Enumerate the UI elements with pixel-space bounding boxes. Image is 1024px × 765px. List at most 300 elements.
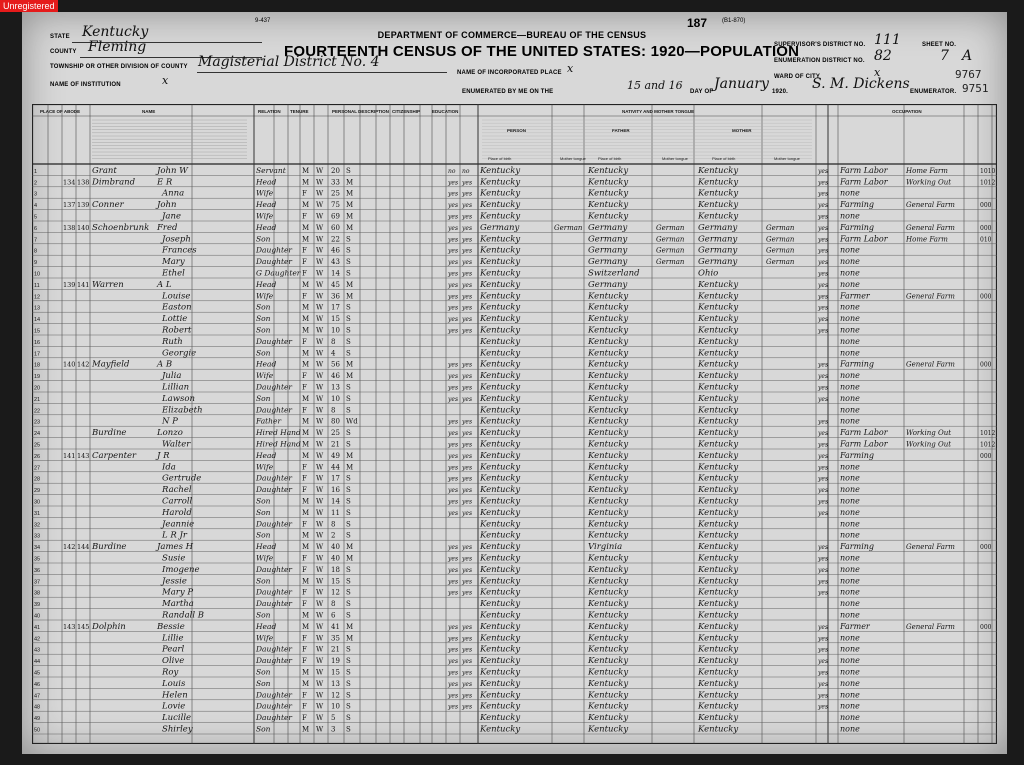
can-read: yes bbox=[448, 475, 459, 483]
column-group-heading: CITIZENSHIP bbox=[392, 109, 421, 114]
can-write: yes bbox=[462, 418, 473, 426]
sex: F bbox=[302, 246, 307, 255]
birthplace: Kentucky bbox=[480, 724, 521, 735]
mother-birthplace: Kentucky bbox=[698, 450, 739, 461]
can-read: yes bbox=[448, 361, 459, 369]
can-read: yes bbox=[448, 395, 459, 403]
can-read: yes bbox=[448, 509, 459, 517]
occupation: none bbox=[840, 633, 860, 643]
can-read: yes bbox=[448, 213, 459, 221]
line-number: 24 bbox=[34, 431, 41, 438]
relation: Head bbox=[256, 177, 277, 187]
surname: Conner bbox=[92, 200, 124, 211]
speaks-english: yes bbox=[818, 555, 829, 563]
speaks-english: yes bbox=[818, 441, 829, 449]
race: W bbox=[316, 178, 324, 187]
institution-value: x bbox=[162, 74, 169, 87]
speaks-english: yes bbox=[818, 224, 829, 232]
occupation: Farm Labor bbox=[840, 428, 888, 438]
speaks-english: yes bbox=[818, 304, 829, 312]
birthplace: Kentucky bbox=[480, 177, 521, 188]
occupation-code: 010 bbox=[980, 236, 992, 244]
given-name: Roy bbox=[162, 667, 179, 678]
mother-birthplace: Kentucky bbox=[698, 633, 739, 644]
marital-status: M bbox=[346, 178, 354, 187]
can-write: yes bbox=[462, 441, 473, 449]
township-label: TOWNSHIP OR OTHER DIVISION OF COUNTY bbox=[50, 64, 188, 70]
occupation: none bbox=[840, 576, 860, 586]
relation: Head bbox=[256, 542, 277, 552]
mother-mother-tongue: German bbox=[766, 235, 795, 244]
father-birthplace: Kentucky bbox=[588, 177, 629, 188]
line-number: 48 bbox=[34, 704, 41, 711]
age: 56 bbox=[331, 360, 340, 369]
can-read: yes bbox=[448, 487, 459, 495]
enumeration-label: ENUMERATION DISTRICT NO. bbox=[774, 58, 865, 64]
marital-status: S bbox=[346, 429, 351, 438]
relation: Daughter bbox=[256, 245, 292, 255]
race: W bbox=[316, 463, 324, 472]
race: W bbox=[316, 634, 324, 643]
race: W bbox=[316, 691, 324, 700]
given-name: Ida bbox=[162, 462, 176, 473]
race: W bbox=[316, 201, 324, 210]
line-number: 45 bbox=[34, 670, 41, 677]
can-read: yes bbox=[448, 441, 459, 449]
birthplace: Kentucky bbox=[480, 257, 521, 268]
birthplace: Kentucky bbox=[480, 291, 521, 302]
mother-birthplace: Kentucky bbox=[698, 496, 739, 507]
speaks-english: yes bbox=[818, 361, 829, 369]
relation: Head bbox=[256, 200, 277, 210]
marital-status: M bbox=[346, 201, 354, 210]
sex: F bbox=[302, 657, 307, 666]
line-number: 21 bbox=[34, 396, 41, 403]
birthplace: Kentucky bbox=[480, 428, 521, 439]
given-name: Anna bbox=[162, 188, 185, 199]
father-birthplace: Kentucky bbox=[588, 530, 629, 541]
speaks-english: yes bbox=[818, 373, 829, 381]
given-name: Olive bbox=[162, 656, 185, 667]
given-name: Rachel bbox=[162, 485, 192, 496]
given-name: Lawson bbox=[162, 393, 195, 404]
age: 22 bbox=[331, 235, 340, 244]
can-write: yes bbox=[462, 259, 473, 267]
speaks-english: yes bbox=[818, 293, 829, 301]
census-title: FOURTEENTH CENSUS OF THE UNITED STATES: 1920—POPULATION bbox=[284, 43, 800, 60]
given-name: Jeannie bbox=[162, 519, 195, 530]
relation: Son bbox=[256, 302, 271, 312]
father-birthplace: Kentucky bbox=[588, 576, 629, 587]
given-name: Elizabeth bbox=[162, 405, 203, 416]
line-number: 3 bbox=[34, 191, 38, 198]
given-name: James H bbox=[157, 542, 194, 553]
ward-label: WARD OF CITY bbox=[774, 74, 821, 80]
race: W bbox=[316, 372, 324, 381]
family-number: 140 bbox=[77, 223, 90, 232]
institution-label: NAME OF INSTITUTION bbox=[50, 82, 121, 88]
sex: M bbox=[302, 326, 310, 335]
line-number: 38 bbox=[34, 590, 41, 597]
race: W bbox=[316, 440, 324, 449]
mother-birthplace: Kentucky bbox=[698, 348, 739, 359]
can-read: yes bbox=[448, 304, 459, 312]
can-read: yes bbox=[448, 658, 459, 666]
can-read: yes bbox=[448, 555, 459, 563]
can-write: yes bbox=[462, 692, 473, 700]
marital-status: S bbox=[346, 679, 351, 688]
given-name: Lottie bbox=[162, 314, 188, 325]
line-number: 35 bbox=[34, 556, 41, 563]
can-write: yes bbox=[462, 498, 473, 506]
can-read: yes bbox=[448, 202, 459, 210]
marital-status: S bbox=[346, 531, 351, 540]
birthplace: Kentucky bbox=[480, 587, 521, 598]
incorporated-label: NAME OF INCORPORATED PLACE bbox=[457, 70, 562, 76]
line-number: 20 bbox=[34, 385, 41, 392]
marital-status: M bbox=[346, 189, 354, 198]
speaks-english: yes bbox=[818, 179, 829, 187]
birthplace: Kentucky bbox=[480, 599, 521, 610]
birthplace: Kentucky bbox=[480, 678, 521, 689]
can-write: yes bbox=[462, 566, 473, 574]
birthplace: Kentucky bbox=[480, 336, 521, 347]
sex: F bbox=[302, 269, 307, 278]
mother-birthplace: Kentucky bbox=[698, 473, 739, 484]
column-group-heading: RELATION bbox=[258, 109, 281, 114]
can-read: yes bbox=[448, 190, 459, 198]
occupation: none bbox=[840, 211, 860, 221]
father-birthplace: Kentucky bbox=[588, 713, 629, 724]
can-write: yes bbox=[462, 669, 473, 677]
line-number: 10 bbox=[34, 271, 41, 278]
sex: F bbox=[302, 588, 307, 597]
speaks-english: yes bbox=[818, 384, 829, 392]
birthplace: Kentucky bbox=[480, 234, 521, 245]
line-number: 30 bbox=[34, 499, 41, 506]
speaks-english: yes bbox=[818, 395, 829, 403]
sex: M bbox=[302, 349, 310, 358]
marital-status: M bbox=[346, 212, 354, 221]
industry: General Farm bbox=[906, 292, 955, 301]
sex: M bbox=[302, 394, 310, 403]
race: W bbox=[316, 326, 324, 335]
sex: F bbox=[302, 600, 307, 609]
mother-birthplace: Kentucky bbox=[698, 211, 739, 222]
birthplace: Kentucky bbox=[480, 279, 521, 290]
mother-birthplace: Kentucky bbox=[698, 428, 739, 439]
industry: General Farm bbox=[906, 360, 955, 369]
age: 15 bbox=[331, 668, 340, 677]
can-read: yes bbox=[448, 589, 459, 597]
can-read: yes bbox=[448, 623, 459, 631]
birthplace: Kentucky bbox=[480, 382, 521, 393]
birthplace: Kentucky bbox=[480, 371, 521, 382]
occupation: none bbox=[840, 644, 860, 654]
birthplace: Kentucky bbox=[480, 473, 521, 484]
can-write: yes bbox=[462, 395, 473, 403]
line-number: 41 bbox=[34, 624, 41, 631]
can-read: yes bbox=[448, 236, 459, 244]
given-name: Robert bbox=[162, 325, 192, 336]
speaks-english: yes bbox=[818, 544, 829, 552]
occupation-code: 1010 bbox=[980, 167, 996, 175]
sex: F bbox=[302, 337, 307, 346]
given-name: John bbox=[157, 200, 177, 211]
relation: Head bbox=[256, 279, 277, 289]
father-tongue: German bbox=[656, 235, 685, 244]
relation: Wife bbox=[256, 633, 274, 643]
father-birthplace: Kentucky bbox=[588, 473, 629, 484]
speaks-english: yes bbox=[818, 259, 829, 267]
nativity-column-label: Mother tongue bbox=[774, 156, 800, 161]
mother-birthplace: Kentucky bbox=[698, 599, 739, 610]
enumerated-year: 1920. bbox=[772, 89, 789, 95]
can-read: no bbox=[448, 167, 456, 175]
page-number: 187 bbox=[687, 16, 708, 30]
birthplace: Kentucky bbox=[480, 416, 521, 427]
occupation: Farm Labor bbox=[840, 234, 888, 244]
occupation: none bbox=[840, 713, 860, 723]
family-number: 139 bbox=[77, 201, 90, 210]
mother-birthplace: Germany bbox=[698, 222, 738, 233]
industry: General Farm bbox=[906, 201, 955, 210]
father-birthplace: Kentucky bbox=[588, 485, 629, 496]
relation: Wife bbox=[256, 291, 274, 301]
family-number: 141 bbox=[77, 280, 90, 289]
can-read: yes bbox=[448, 373, 459, 381]
relation: Daughter bbox=[256, 257, 292, 267]
occupation: none bbox=[840, 336, 860, 346]
race: W bbox=[316, 520, 324, 529]
can-write: yes bbox=[462, 646, 473, 654]
occupation: none bbox=[840, 371, 860, 381]
enumerated-month: January bbox=[714, 76, 769, 92]
race: W bbox=[316, 349, 324, 358]
relation: Son bbox=[256, 496, 271, 506]
line-number: 39 bbox=[34, 602, 41, 609]
given-name: Mary bbox=[162, 257, 185, 268]
can-read: yes bbox=[448, 692, 459, 700]
mother-birthplace: Kentucky bbox=[698, 393, 739, 404]
marital-status: S bbox=[346, 611, 351, 620]
marital-status: S bbox=[346, 303, 351, 312]
relation: Daughter bbox=[256, 336, 292, 346]
race: W bbox=[316, 292, 324, 301]
can-read: yes bbox=[448, 293, 459, 301]
occupation: none bbox=[840, 530, 860, 540]
age: 13 bbox=[331, 383, 340, 392]
sex: F bbox=[302, 292, 307, 301]
line-number: 50 bbox=[34, 727, 41, 734]
marital-status: S bbox=[346, 520, 351, 529]
relation: Daughter bbox=[256, 382, 292, 392]
nativity-column-label: Place of birth bbox=[712, 156, 736, 161]
nativity-subheading: FATHER bbox=[612, 128, 630, 133]
given-name: J R bbox=[157, 450, 170, 461]
marital-status: M bbox=[346, 292, 354, 301]
father-birthplace: Kentucky bbox=[588, 416, 629, 427]
sex: M bbox=[302, 166, 310, 175]
day-of-label: DAY OF bbox=[690, 89, 714, 95]
birthplace: Kentucky bbox=[480, 576, 521, 587]
line-number: 31 bbox=[34, 510, 41, 517]
marital-status: M bbox=[346, 543, 354, 552]
mother-birthplace: Kentucky bbox=[698, 667, 739, 678]
can-write: yes bbox=[462, 327, 473, 335]
family-number: 145 bbox=[77, 622, 90, 631]
speaks-english: yes bbox=[818, 658, 829, 666]
speaks-english: yes bbox=[818, 566, 829, 574]
occupation: none bbox=[840, 678, 860, 688]
marital-status: S bbox=[346, 269, 351, 278]
age: 4 bbox=[331, 349, 336, 358]
can-read: yes bbox=[448, 669, 459, 677]
surname: Warren bbox=[92, 279, 124, 290]
mother-birthplace: Kentucky bbox=[698, 656, 739, 667]
can-write: yes bbox=[462, 224, 473, 232]
sex: F bbox=[302, 520, 307, 529]
can-write: yes bbox=[462, 658, 473, 666]
given-name: Lillian bbox=[162, 382, 190, 393]
ward-value: x bbox=[874, 66, 881, 79]
race: W bbox=[316, 679, 324, 688]
occupation-code: 000 bbox=[980, 452, 992, 460]
father-birthplace: Kentucky bbox=[588, 599, 629, 610]
given-name: Susie bbox=[162, 553, 186, 564]
mother-birthplace: Kentucky bbox=[698, 701, 739, 712]
sex: M bbox=[302, 451, 310, 460]
column-group-heading: PERSONAL DESCRIPTION bbox=[332, 109, 389, 114]
sex: M bbox=[302, 429, 310, 438]
mother-mother-tongue: German bbox=[766, 246, 795, 255]
line-number: 18 bbox=[34, 362, 41, 369]
race: W bbox=[316, 702, 324, 711]
birthplace: Kentucky bbox=[480, 268, 521, 279]
industry: Working Out bbox=[906, 429, 952, 438]
birthplace: Kentucky bbox=[480, 701, 521, 712]
father-birthplace: Germany bbox=[588, 245, 628, 256]
birthplace: Kentucky bbox=[480, 359, 521, 370]
relation: Hired Hand bbox=[256, 439, 301, 449]
line-number: 33 bbox=[34, 533, 41, 540]
race: W bbox=[316, 166, 324, 175]
line-number: 2 bbox=[34, 180, 38, 187]
can-write: yes bbox=[462, 361, 473, 369]
race: W bbox=[316, 714, 324, 723]
father-tongue: German bbox=[656, 258, 685, 267]
father-birthplace: Kentucky bbox=[588, 393, 629, 404]
relation: Son bbox=[256, 507, 271, 517]
father-birthplace: Kentucky bbox=[588, 724, 629, 735]
sex: F bbox=[302, 634, 307, 643]
relation: Son bbox=[256, 314, 271, 324]
relation: Daughter bbox=[256, 713, 292, 723]
father-birthplace: Kentucky bbox=[588, 690, 629, 701]
mother-birthplace: Kentucky bbox=[698, 530, 739, 541]
race: W bbox=[316, 223, 324, 232]
given-name: Lovie bbox=[162, 701, 186, 712]
birthplace: Kentucky bbox=[480, 644, 521, 655]
age: 43 bbox=[331, 258, 340, 267]
father-birthplace: Kentucky bbox=[588, 336, 629, 347]
given-name: Lucille bbox=[162, 713, 192, 724]
speaks-english: yes bbox=[818, 498, 829, 506]
relation: Head bbox=[256, 222, 277, 232]
birthplace: Kentucky bbox=[480, 485, 521, 496]
dwelling-number: 134 bbox=[63, 178, 76, 187]
marital-status: M bbox=[346, 634, 354, 643]
occupation: none bbox=[840, 701, 860, 711]
mother-birthplace: Germany bbox=[698, 257, 738, 268]
mother-birthplace: Kentucky bbox=[698, 291, 739, 302]
mother-birthplace: Kentucky bbox=[698, 644, 739, 655]
line-number: 1 bbox=[34, 168, 38, 175]
occupation: Farming bbox=[840, 450, 875, 460]
line-number: 46 bbox=[34, 681, 41, 688]
given-name: Jane bbox=[162, 211, 181, 222]
sex: M bbox=[302, 201, 310, 210]
column-group-heading: PLACE OF ABODE bbox=[40, 109, 81, 114]
stamp-top: 9767 bbox=[955, 68, 982, 81]
father-tongue: German bbox=[656, 246, 685, 255]
given-name: A L bbox=[157, 279, 172, 290]
given-name: Louis bbox=[162, 678, 186, 689]
occupation: none bbox=[840, 416, 860, 426]
line-number: 49 bbox=[34, 716, 41, 723]
line-number: 7 bbox=[34, 237, 38, 244]
occupation: none bbox=[840, 348, 860, 358]
speaks-english: yes bbox=[818, 509, 829, 517]
mother-birthplace: Kentucky bbox=[698, 462, 739, 473]
can-read: yes bbox=[448, 544, 459, 552]
race: W bbox=[316, 417, 324, 426]
given-name: Walter bbox=[162, 439, 191, 450]
age: 45 bbox=[331, 280, 340, 289]
occupation: none bbox=[840, 382, 860, 392]
relation: Servant bbox=[256, 165, 286, 175]
relation: Daughter bbox=[256, 564, 292, 574]
sex: F bbox=[302, 565, 307, 574]
mother-birthplace: Kentucky bbox=[698, 165, 739, 176]
occupation-code: 000 bbox=[980, 544, 992, 552]
marital-status: S bbox=[346, 714, 351, 723]
race: W bbox=[316, 337, 324, 346]
occupation: Farm Labor bbox=[840, 439, 888, 449]
line-number: 23 bbox=[34, 419, 41, 426]
speaks-english: yes bbox=[818, 316, 829, 324]
relation: Daughter bbox=[256, 599, 292, 609]
can-write: yes bbox=[462, 304, 473, 312]
father-birthplace: Germany bbox=[588, 257, 628, 268]
mother-birthplace: Kentucky bbox=[698, 302, 739, 313]
given-name: N P bbox=[162, 416, 178, 427]
sex: M bbox=[302, 315, 310, 324]
line-number: 12 bbox=[34, 294, 41, 301]
father-tongue: German bbox=[656, 223, 685, 232]
family-number: 143 bbox=[77, 451, 90, 460]
can-write: yes bbox=[462, 316, 473, 324]
can-write: no bbox=[462, 167, 470, 175]
marital-status: S bbox=[346, 600, 351, 609]
line-number: 6 bbox=[34, 225, 38, 232]
father-birthplace: Germany bbox=[588, 222, 628, 233]
relation: Father bbox=[256, 416, 282, 426]
birthplace: Kentucky bbox=[480, 325, 521, 336]
father-birthplace: Kentucky bbox=[588, 621, 629, 632]
relation: Wife bbox=[256, 462, 274, 472]
birthplace: Kentucky bbox=[480, 165, 521, 176]
